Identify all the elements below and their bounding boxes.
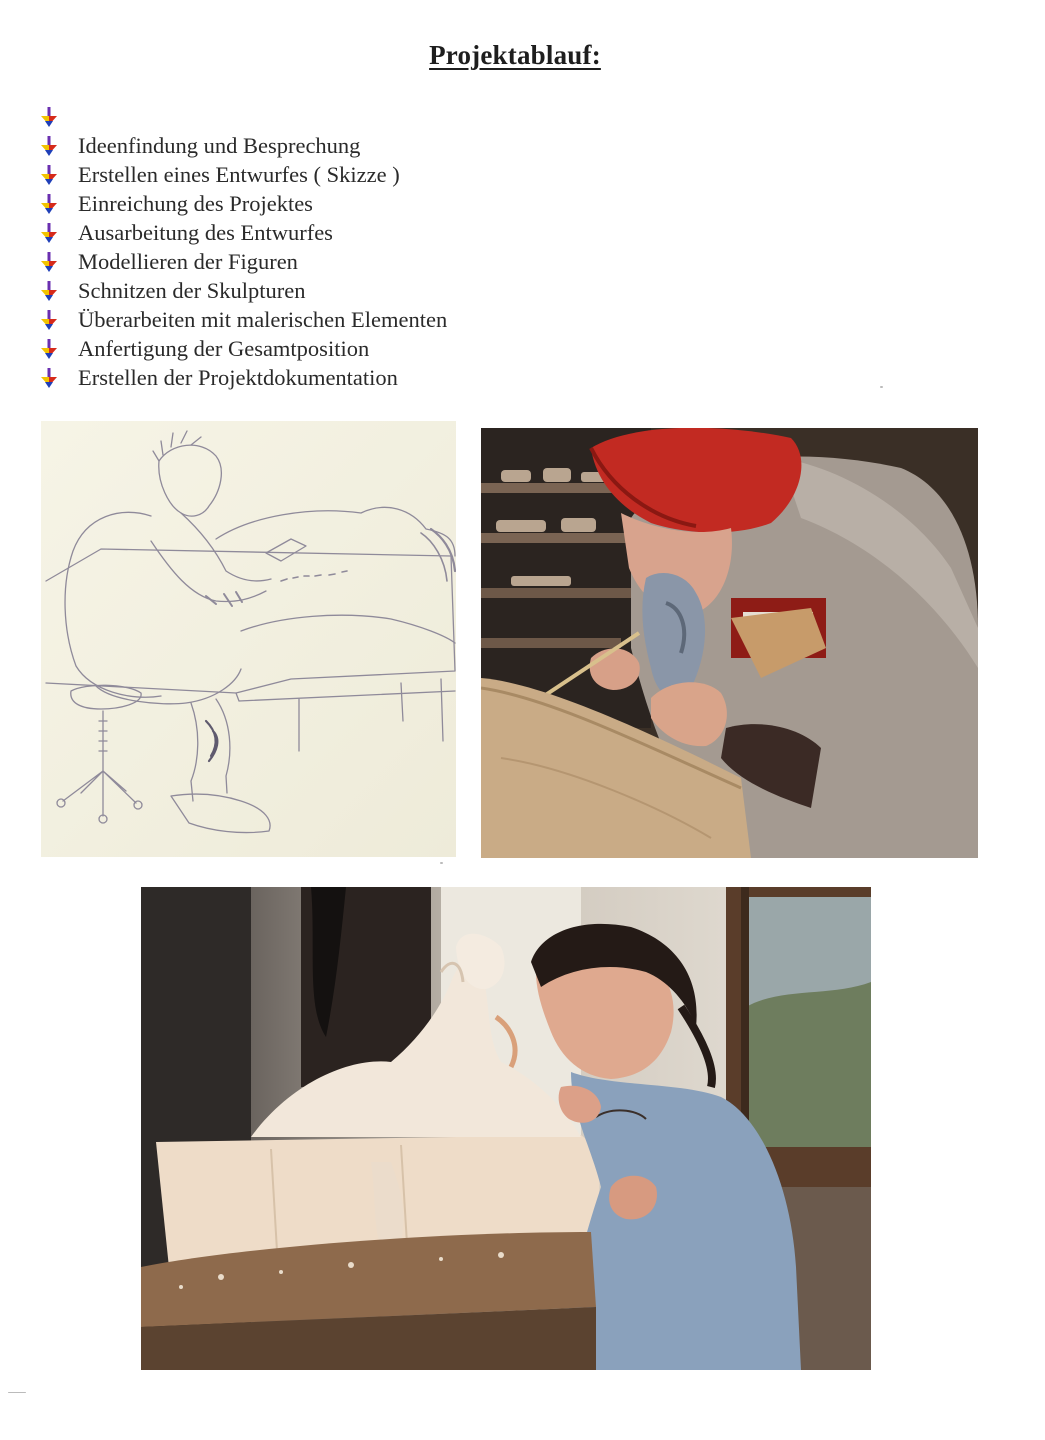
arrow-down-bullet-icon [38, 106, 60, 128]
sculpture-workshop-photo [141, 887, 871, 1370]
step-label: Erstellen der Projektdokumentation [78, 364, 398, 390]
arrow-down-bullet-icon [38, 338, 60, 360]
arrow-down-bullet-icon [38, 135, 60, 157]
scan-speck [440, 862, 443, 864]
list-item [38, 131, 447, 160]
carving-workshop-photo [481, 428, 978, 858]
list-item [38, 363, 447, 392]
step-label: Modellieren der Figuren [78, 248, 298, 274]
list-item [38, 247, 447, 276]
page-title: Projektablauf: [429, 40, 601, 70]
project-steps-list [38, 102, 447, 392]
arrow-down-bullet-icon [38, 367, 60, 389]
step-label: Anfertigung der Gesamtposition [78, 335, 370, 361]
pencil-sketch-photo [41, 421, 456, 857]
scan-speck [8, 1392, 26, 1393]
arrow-down-bullet-icon [38, 193, 60, 215]
step-label: Überarbeiten mit malerischen Elementen [78, 306, 448, 332]
step-label: Erstellen eines Entwurfes ( Skizze ) [78, 161, 400, 187]
arrow-down-bullet-icon [38, 280, 60, 302]
list-item [38, 305, 447, 334]
list-item [38, 189, 447, 218]
list-item [38, 102, 447, 131]
list-item [38, 160, 447, 189]
step-label: Einreichung des Projektes [78, 190, 313, 216]
list-item [38, 334, 447, 363]
arrow-down-bullet-icon [38, 222, 60, 244]
arrow-down-bullet-icon [38, 251, 60, 273]
list-item [38, 276, 447, 305]
step-label: Schnitzen der Skulpturen [78, 277, 306, 303]
step-label: Ideenfindung und Besprechung [78, 132, 361, 158]
arrow-down-bullet-icon [38, 164, 60, 186]
list-item [38, 218, 447, 247]
step-label: Ausarbeitung des Entwurfes [78, 219, 333, 245]
scan-speck [880, 386, 883, 388]
arrow-down-bullet-icon [38, 309, 60, 331]
